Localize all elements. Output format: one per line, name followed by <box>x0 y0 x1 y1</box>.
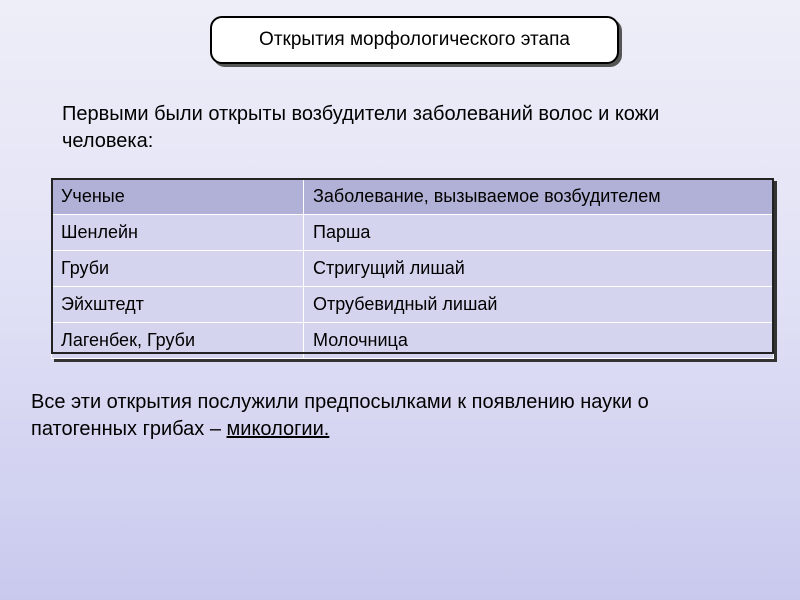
intro-paragraph <box>62 101 762 155</box>
cell-disease: Парша <box>304 215 774 251</box>
intro-line-2: человека: <box>62 130 154 152</box>
cell-scientist: Шенлейн <box>52 215 304 251</box>
outro-paragraph <box>31 389 751 443</box>
table-header-row <box>52 179 774 215</box>
cell-scientist: Лагенбек, Груби <box>52 323 304 359</box>
table-row <box>52 287 774 323</box>
cell-disease: Молочница <box>304 323 774 359</box>
cell-disease: Отрубевидный лишай <box>304 287 774 323</box>
mycology-link[interactable]: микологии. <box>226 418 330 440</box>
outro-line-2 <box>31 416 751 443</box>
cell-disease: Стригущий лишай <box>304 251 774 287</box>
table-row <box>52 323 774 359</box>
table-row <box>52 215 774 251</box>
header-scientists: Ученые <box>52 179 304 215</box>
table-row <box>52 251 774 287</box>
slide-title-box <box>210 16 619 64</box>
slide-title: Открытия морфологического этапа <box>259 29 570 50</box>
cell-scientist: Груби <box>52 251 304 287</box>
cell-scientist: Эйхштедт <box>52 287 304 323</box>
discoveries-table <box>51 178 774 359</box>
header-disease: Заболевание, вызываемое возбудителем <box>304 179 774 215</box>
intro-line-1: Первыми были открыты возбудители заболеваний волос и кожи <box>62 103 660 125</box>
outro-line-2-text: патогенных грибах – <box>31 418 227 440</box>
outro-line-1: Все эти открытия послужили предпосылками к появлению науки о <box>31 391 649 413</box>
